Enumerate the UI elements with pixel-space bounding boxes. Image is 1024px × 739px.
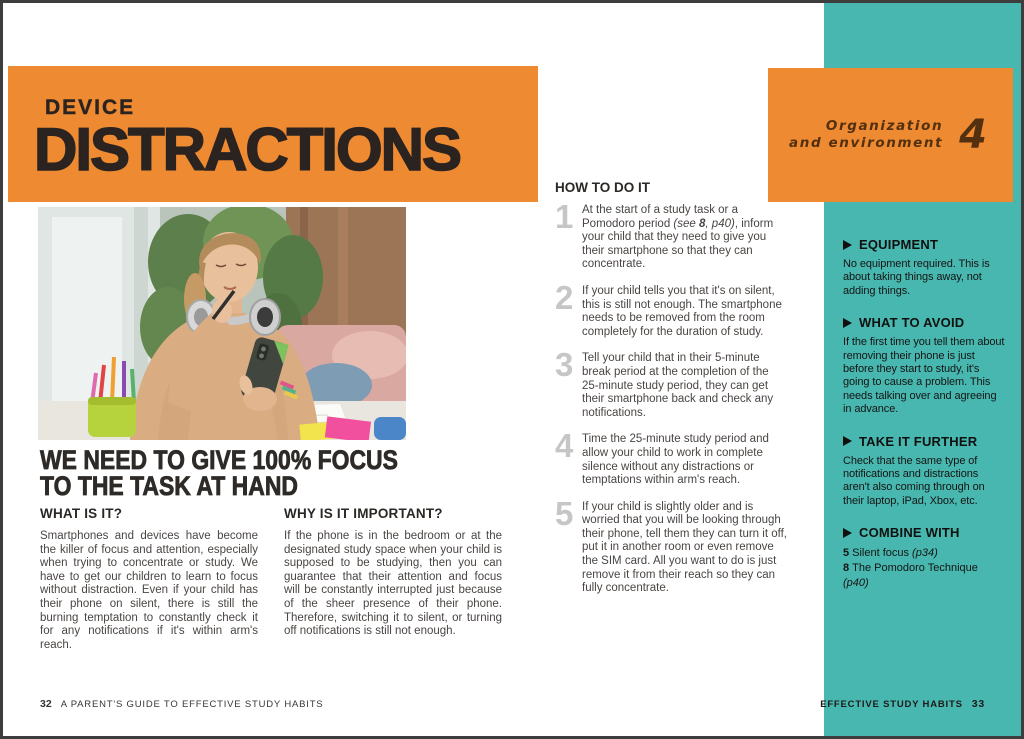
sidebar-section-combine xyxy=(843,525,1006,591)
title-banner xyxy=(8,66,538,202)
title-kicker: DEVICE xyxy=(45,96,136,119)
equipment-heading: EQUIPMENT xyxy=(859,237,939,252)
why-important-body: If the phone is in the bedroom or at the designated study space when your child is supposed to be studying, then you can guarantee that their attention and focus will be constantly interrupted just because of the sheer presence of their phone. Therefore, switching it to silent, or turning off notifications is still not enough. xyxy=(284,530,502,638)
step-text: Time the 25-minute study period and allow your child to work in complete silence without any distractions or temptations within arm's reach. xyxy=(582,433,769,487)
further-heading: TAKE IT FURTHER xyxy=(859,433,978,449)
chapter-badge xyxy=(768,68,1013,202)
sidebar-section-avoid xyxy=(843,315,1006,416)
left-folio: 32 xyxy=(40,698,52,710)
why-important-heading: WHY IS IT IMPORTANT? xyxy=(284,506,443,521)
what-is-it-body: Smartphones and devices have become the killer of focus and attention, especially when trying to concentrate or study. We have to get our children to learn to focus without distraction. Even if your child has their phone on silent, there is still the burning temptation to constantly check it for any notifications if it's within arm's reach. xyxy=(40,530,258,651)
right-running-title: EFFECTIVE STUDY HABITS xyxy=(820,699,963,710)
avoid-body: If the first time you tell them about removing their phone is just before they start to study, it's going to cause a problem. This needs talking over and agreeing in advance. xyxy=(843,336,1005,416)
step-number: 2 xyxy=(555,278,574,316)
step-number: 4 xyxy=(555,427,574,465)
step-text: If your child tells you that it's on silent, this is still not enough. The smartphone needs to be removed from the room completely for the duration of study. xyxy=(582,284,782,338)
combine-heading: COMBINE WITH xyxy=(859,525,960,541)
how-to-step xyxy=(555,198,799,272)
how-to-column xyxy=(555,180,799,609)
what-is-it-column xyxy=(40,506,258,652)
combine-item: 8 The Pomodoro Technique (p40) xyxy=(843,562,978,590)
how-to-step xyxy=(555,494,799,596)
step-text: If your child is slightly older and is worried that you will be looking through their phone, tell them they can turn it off, put it in another room or even remove the SIM card. All you want to do is just remove it from their reach so they can fully concentrate. xyxy=(582,500,787,595)
intro-columns xyxy=(40,506,502,652)
step-text: Tell your child that in their 5-minute break period at the completion of the 25-minute study period, they can get their smartphone back and check any notifications. xyxy=(582,352,774,419)
arrowhead-right-icon xyxy=(843,436,852,446)
right-page-footer xyxy=(820,698,985,710)
study-photo xyxy=(38,207,406,440)
how-to-heading: HOW TO DO IT xyxy=(555,180,650,195)
left-page-footer xyxy=(40,698,323,710)
step-number: 5 xyxy=(555,494,574,532)
arrowhead-right-icon xyxy=(843,318,852,328)
how-to-step xyxy=(555,346,799,420)
how-to-step xyxy=(555,278,799,339)
study-photo-illustration xyxy=(38,207,406,440)
right-folio: 33 xyxy=(971,698,985,710)
combine-item: 5 Silent focus (p34) xyxy=(843,547,938,560)
what-is-it-heading: WHAT IS IT? xyxy=(40,506,123,521)
arrowhead-right-icon xyxy=(843,528,852,538)
chapter-number: 4 xyxy=(959,112,987,158)
why-important-column xyxy=(284,506,502,652)
how-to-step xyxy=(555,427,799,487)
page-title: DISTRACTIONS xyxy=(34,116,460,183)
sidebar-section-further xyxy=(843,434,1006,509)
step-text: At the start of a study task or a Pomodoro period (see 8, p40), inform your child that they need to give you their smartphone so that they can concentrate. xyxy=(582,204,774,271)
step-number: 1 xyxy=(555,198,574,235)
section-headline: WE NEED TO GIVE 100% FOCUS TO THE TASK AT HAND xyxy=(40,445,398,501)
sidebar-section-equipment xyxy=(843,237,1006,298)
step-number: 3 xyxy=(555,346,574,384)
arrowhead-right-icon xyxy=(843,240,852,250)
chapter-name: Organization and environment xyxy=(789,118,944,151)
left-running-title: A PARENT'S GUIDE TO EFFECTIVE STUDY HABITS xyxy=(60,699,324,710)
further-body: Check that the same type of notifications and distractions aren't also coming through on their laptop, iPad, Xbox, etc. xyxy=(843,454,985,507)
sidebar-content xyxy=(843,237,1006,608)
equipment-body: No equipment required. This is about taking things away, not adding things. xyxy=(843,258,990,297)
avoid-heading: WHAT TO AVOID xyxy=(859,315,965,331)
